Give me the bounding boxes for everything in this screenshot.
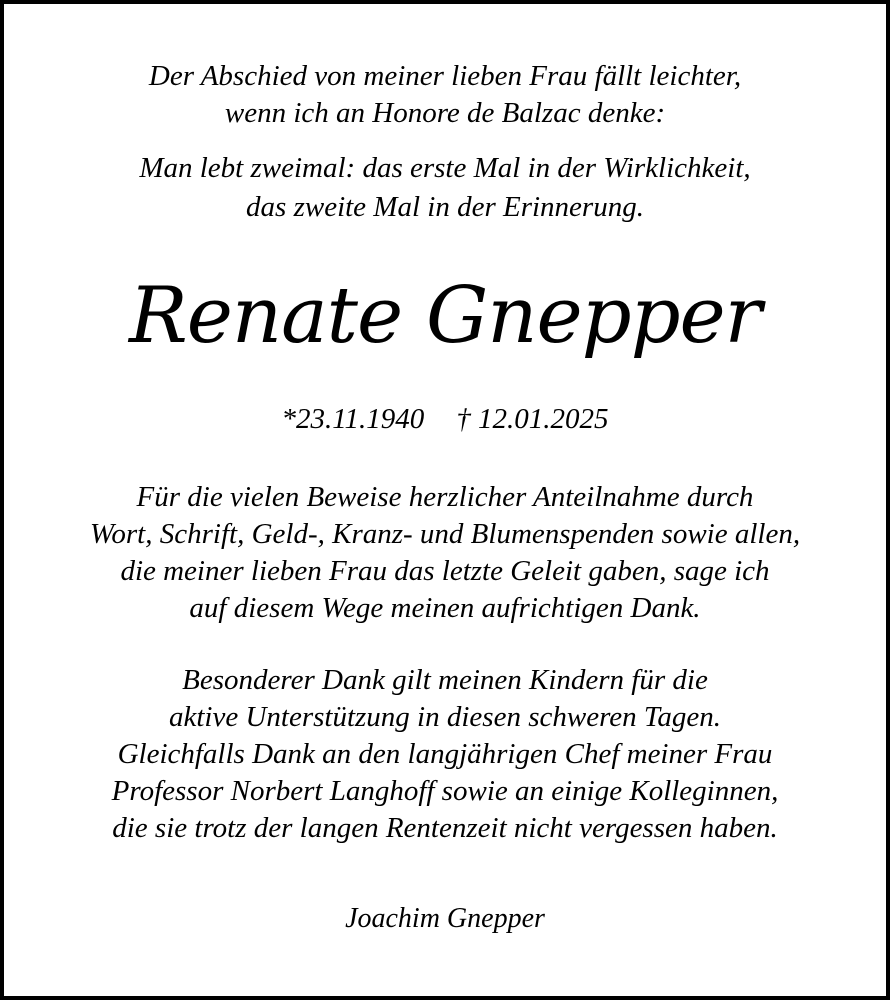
special-thanks-line: Besonderer Dank gilt meinen Kindern für die <box>182 664 708 696</box>
balzac-quote <box>4 149 886 227</box>
special-thanks-line: aktive Unterstützung in diesen schweren Tagen. <box>168 701 721 733</box>
special-thanks-line: die sie trotz der langen Rentenzeit nicht vergessen haben. <box>112 812 778 844</box>
balzac-intro <box>4 58 886 132</box>
intro-line: wenn ich an Honore de Balzac denke: <box>224 97 666 129</box>
thanks-line: Wort, Schrift, Geld-, Kranz- und Blumenspenden sowie allen, <box>89 518 801 550</box>
thanks-paragraph <box>4 479 886 627</box>
quote-line: das zweite Mal in der Erinnerung. <box>246 191 644 223</box>
special-thanks-line: Professor Norbert Langhoff sowie an einige Kolleginnen, <box>111 775 779 807</box>
thanks-line: auf diesem Wege meinen aufrichtigen Dank. <box>189 592 701 624</box>
thanks-line: Für die vielen Beweise herzlicher Anteilnahme durch <box>136 481 754 513</box>
death-date: † 12.01.2025 <box>456 403 609 435</box>
birth-date: *23.11.1940 <box>281 403 425 435</box>
signature: Joachim Gnepper <box>345 903 545 934</box>
life-dates <box>4 399 886 439</box>
special-thanks-paragraph <box>4 662 886 847</box>
special-thanks-line: Gleichfalls Dank an den langjährigen Chef meiner Frau <box>117 738 773 770</box>
thanks-line: die meiner lieben Frau das letzte Geleit gaben, sage ich <box>120 555 770 587</box>
quote-line: Man lebt zweimal: das erste Mal in der Wirklichkeit, <box>139 152 751 184</box>
intro-line: Der Abschied von meiner lieben Frau fällt leichter, <box>148 60 742 92</box>
deceased-name: Renate Gnepper <box>129 271 761 361</box>
